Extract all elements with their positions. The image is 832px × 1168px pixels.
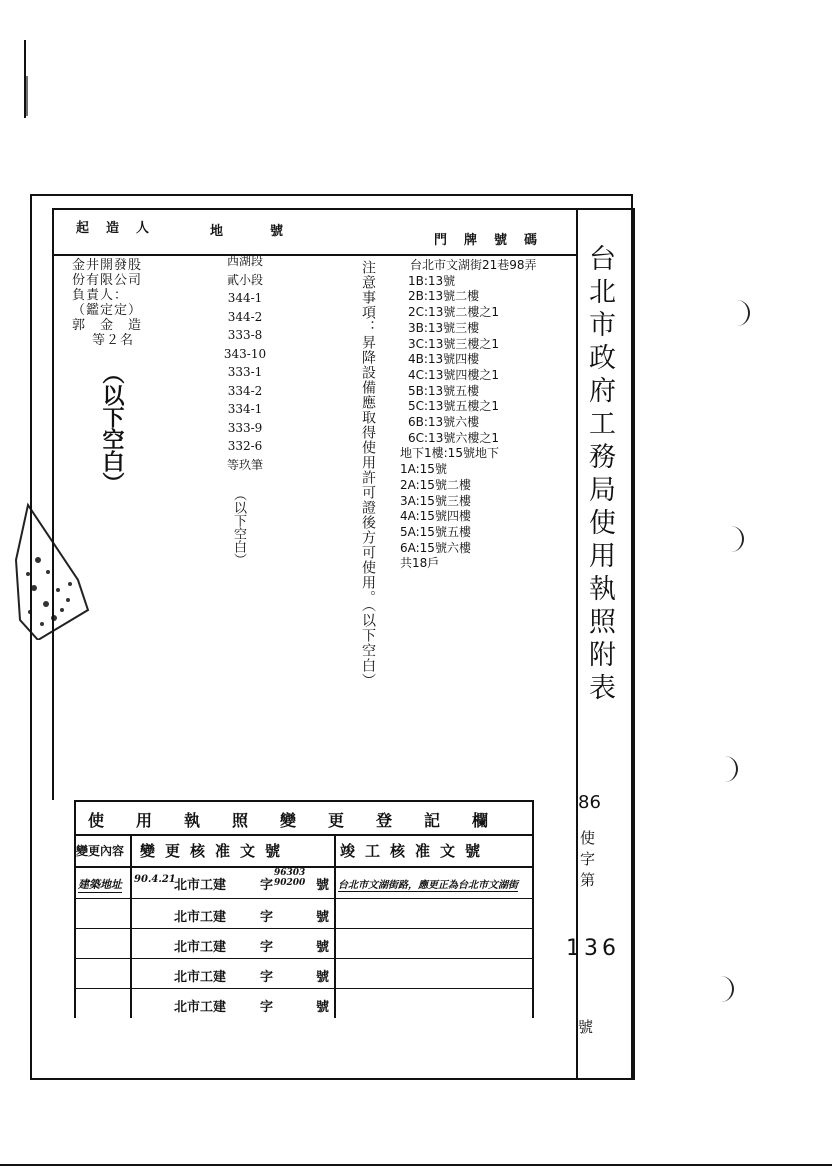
notice-text: 注意事項：昇降設備應取得使用許可證後方可使用。（以下空白）	[360, 260, 376, 688]
change-table	[74, 800, 534, 1018]
door-item: 6B:13號六樓	[408, 415, 480, 430]
builder-line-6: 等２名	[92, 333, 135, 348]
license-number: 136	[566, 936, 620, 961]
row1-agency: 北市工建	[174, 878, 227, 893]
row1-doc-number: 96303 90200	[274, 868, 306, 888]
row1-number: 號	[316, 878, 330, 893]
land-item: 332-6	[227, 439, 263, 453]
row1-content: 建築地址	[78, 878, 122, 891]
license-suffix: 號	[578, 1018, 594, 1036]
door-address: 台北市文湖街21巷98弄	[410, 258, 537, 272]
header-divider	[52, 254, 576, 256]
land-item: 344-1	[227, 291, 263, 305]
inner-top-border	[52, 208, 635, 210]
door-item: 2C:13號二樓之1	[408, 305, 499, 320]
row3-word: 字	[260, 940, 274, 955]
door-item: 5A:15號五樓	[400, 524, 471, 539]
builder-line-1: 金井開發股	[72, 258, 143, 273]
door-item: 4A:15號四樓	[400, 509, 471, 524]
builder-line-3: 負責人：	[72, 288, 129, 303]
door-item: 4B:13號四樓	[408, 352, 480, 367]
change-table-title: 使 用 執 照 變 更 登 記 欄	[88, 811, 497, 830]
door-item: 3B:13號三樓	[408, 320, 480, 335]
builder-blank-note: （以下空白）	[99, 362, 125, 494]
row1-word: 字	[260, 878, 274, 893]
row5-word: 字	[260, 1000, 274, 1015]
door-number-list	[400, 258, 570, 572]
inner-left-border	[52, 208, 54, 800]
door-item: 地下1樓:15號地下	[400, 446, 499, 461]
row1-completion: 台北市文湖街路，應更正為台北市文湖街	[338, 876, 518, 892]
col-header-completion: 竣工核准文號	[340, 842, 491, 860]
land-item: 等玖筆	[226, 457, 263, 472]
row4-word: 字	[260, 970, 274, 985]
title-column-right	[633, 208, 635, 1080]
document-title: 台北市政府工務局使用執照附表	[584, 244, 615, 706]
builder-line-4: （鑑定定）	[72, 303, 143, 318]
land-item: 333-9	[227, 420, 263, 435]
col-header-approval: 變更核准文號	[140, 842, 291, 860]
door-item: 5B:13號五樓	[408, 383, 480, 398]
door-item: 5C:13號五樓之1	[408, 399, 499, 414]
row4-number: 號	[316, 970, 330, 985]
land-item: 343-10	[223, 346, 267, 361]
land-item: 貳小段	[226, 272, 263, 287]
door-item: 4C:13號四樓之1	[408, 367, 499, 382]
builder-header: 起 造 人	[76, 221, 152, 236]
land-number-list	[200, 252, 290, 474]
col-header-content: 變更內容	[76, 844, 125, 858]
door-item: 1A:15號	[400, 462, 447, 477]
row5-number: 號	[316, 1000, 330, 1015]
punch-hole	[712, 976, 734, 1002]
door-item: 6A:15號六樓	[400, 540, 471, 555]
punch-hole	[722, 526, 744, 552]
builder-info	[72, 258, 142, 348]
row3-agency: 北市工建	[174, 940, 227, 955]
scan-left-mark-2	[26, 76, 28, 116]
door-item: 3A:15號三樓	[400, 493, 471, 508]
door-item: 6C:13號六樓之1	[408, 430, 499, 445]
punch-hole	[728, 300, 750, 326]
row1-date: 90.4.21	[134, 874, 176, 885]
door-item: 共18戶	[400, 556, 440, 571]
land-item: 西湖段	[226, 254, 263, 268]
land-item: 333-8	[227, 328, 263, 342]
row4-agency: 北市工建	[174, 970, 227, 985]
license-prefix: 使字第	[578, 830, 596, 893]
land-item: 344-2	[227, 309, 263, 324]
door-item: 2A:15號二樓	[400, 477, 471, 492]
license-year: 86	[578, 792, 601, 813]
row3-number: 號	[316, 940, 330, 955]
door-item: 1B:13號	[408, 273, 456, 288]
builder-line-2: 份有限公司	[72, 273, 143, 288]
door-item: 3C:13號三樓之1	[408, 336, 499, 351]
land-item: 334-2	[227, 383, 263, 398]
land-number-header: 地 號	[210, 224, 286, 239]
row5-agency: 北市工建	[174, 1000, 227, 1015]
land-item: 333-1	[227, 365, 263, 379]
land-item: 334-1	[227, 402, 263, 416]
builder-line-5: 郭 金 造	[72, 318, 143, 333]
land-blank-note: （以下空白）	[231, 488, 246, 566]
punch-hole	[716, 756, 738, 782]
row2-word: 字	[260, 910, 274, 925]
row2-agency: 北市工建	[174, 910, 227, 925]
scan-bottom-edge	[0, 1164, 832, 1166]
door-item: 2B:13號二樓	[408, 289, 480, 304]
row2-number: 號	[316, 910, 330, 925]
door-number-header: 門 牌 號 碼	[434, 233, 540, 248]
